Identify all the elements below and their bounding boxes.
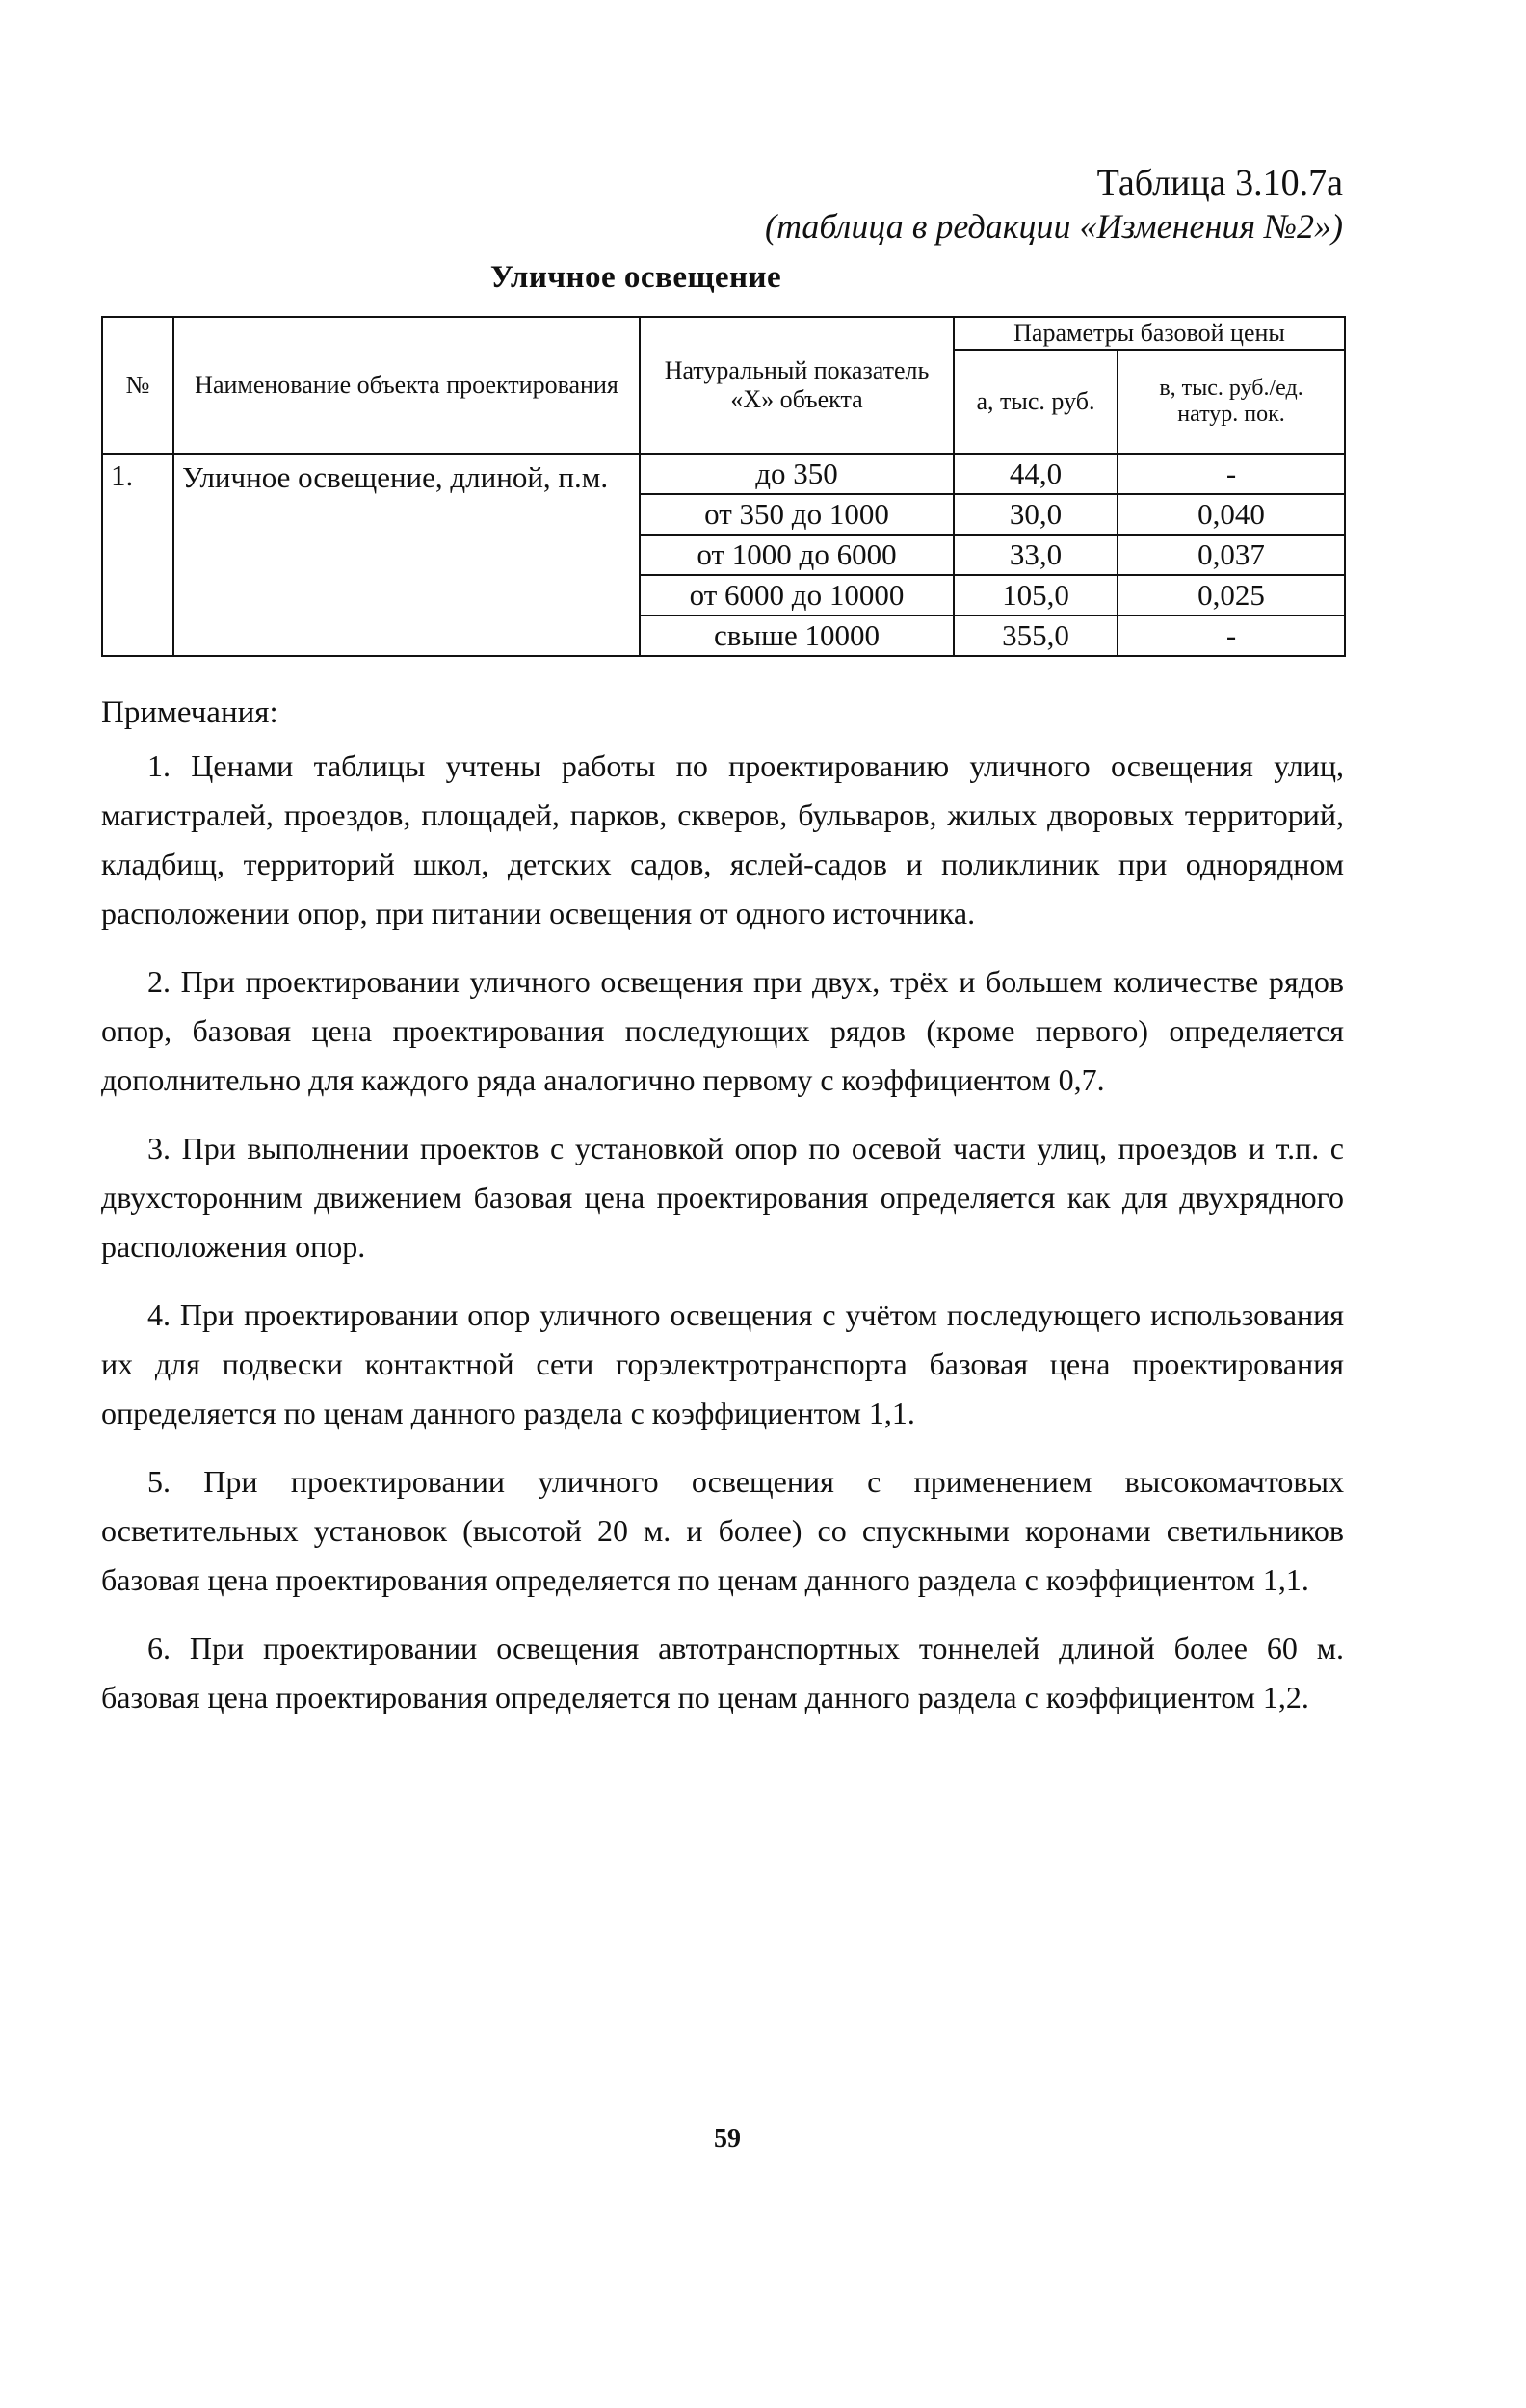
price-a-cell: 30,0 bbox=[954, 494, 1118, 535]
header-natural: Натуральный показатель «Х» объекта bbox=[640, 317, 954, 454]
price-a-cell: 355,0 bbox=[954, 615, 1118, 656]
price-b-cell: 0,040 bbox=[1118, 494, 1345, 535]
price-b-cell: - bbox=[1118, 615, 1345, 656]
range-cell: до 350 bbox=[640, 454, 954, 494]
page-number: 59 bbox=[714, 2124, 741, 2154]
price-a-cell: 105,0 bbox=[954, 575, 1118, 615]
price-b-cell: 0,025 bbox=[1118, 575, 1345, 615]
range-cell: от 350 до 1000 bbox=[640, 494, 954, 535]
note-item: 1. Ценами таблицы учтены работы по проектированию уличного освещения улиц, магистралей, проездов, площадей, парков, скверов, бульваров, жилых дворовых территорий, кладбищ, территорий школ, детских садов, яслей-садов и поликлиник при однорядном расположении опор, при питании освещения от одного источника. bbox=[101, 748, 1344, 930]
price-a-cell: 33,0 bbox=[954, 535, 1118, 575]
table-header-row bbox=[102, 317, 1345, 350]
range-cell: от 6000 до 10000 bbox=[640, 575, 954, 615]
table-number: Таблица 3.10.7а bbox=[1096, 163, 1343, 203]
header-num: № bbox=[102, 317, 173, 454]
header-a: а, тыс. руб. bbox=[954, 350, 1118, 454]
note-item: 5. При проектировании уличного освещения с применением высокомачтовых осветительных установок (высотой 20 м. и более) со спускными коронами светильников базовая цена проектирования определяется по ценам данного раздела с коэффициентом 1,1. bbox=[101, 1464, 1344, 1597]
table-row bbox=[102, 454, 1345, 494]
range-cell: от 1000 до 6000 bbox=[640, 535, 954, 575]
note-item: 4. При проектировании опор уличного освещения с учётом последующего использования их для подвески контактной сети горэлектротранспорта базовая цена проектирования определяется по ценам данного раздела с коэффициентом 1,1. bbox=[101, 1297, 1344, 1430]
note-item: 6. При проектировании освещения автотранспортных тоннелей длиной более 60 м. базовая цена проектирования определяется по ценам данного раздела с коэффициентом 1,2. bbox=[101, 1631, 1344, 1714]
header-b: в, тыс. руб./ед. натур. пок. bbox=[1118, 350, 1345, 454]
price-b-cell: 0,037 bbox=[1118, 535, 1345, 575]
price-table bbox=[101, 316, 1346, 657]
edition-note: (таблица в редакции «Изменения №2») bbox=[765, 207, 1343, 246]
table-title: Уличное освещение bbox=[489, 260, 782, 295]
price-a-cell: 44,0 bbox=[954, 454, 1118, 494]
notes-list bbox=[101, 742, 1344, 1741]
header-params: Параметры базовой цены bbox=[954, 317, 1345, 350]
range-cell: свыше 10000 bbox=[640, 615, 954, 656]
item-number: 1. bbox=[102, 454, 173, 656]
note-item: 3. При выполнении проектов с установкой опор по осевой части улиц, проездов и т.п. с двухсторонним движением базовая цена проектирования определяется как для двухрядного расположения опор. bbox=[101, 1131, 1344, 1264]
header-name: Наименование объекта проектирования bbox=[173, 317, 640, 454]
item-name: Уличное освещение, длиной, п.м. bbox=[173, 454, 640, 656]
note-item: 2. При проектировании уличного освещения при двух, трёх и большем количестве рядов опор, базовая цена проектирования последующих рядов (кроме первого) определяется дополнительно для каждого ряда аналогично первому с коэффициентом 0,7. bbox=[101, 964, 1344, 1097]
price-b-cell: - bbox=[1118, 454, 1345, 494]
notes-heading: Примечания: bbox=[101, 695, 278, 730]
